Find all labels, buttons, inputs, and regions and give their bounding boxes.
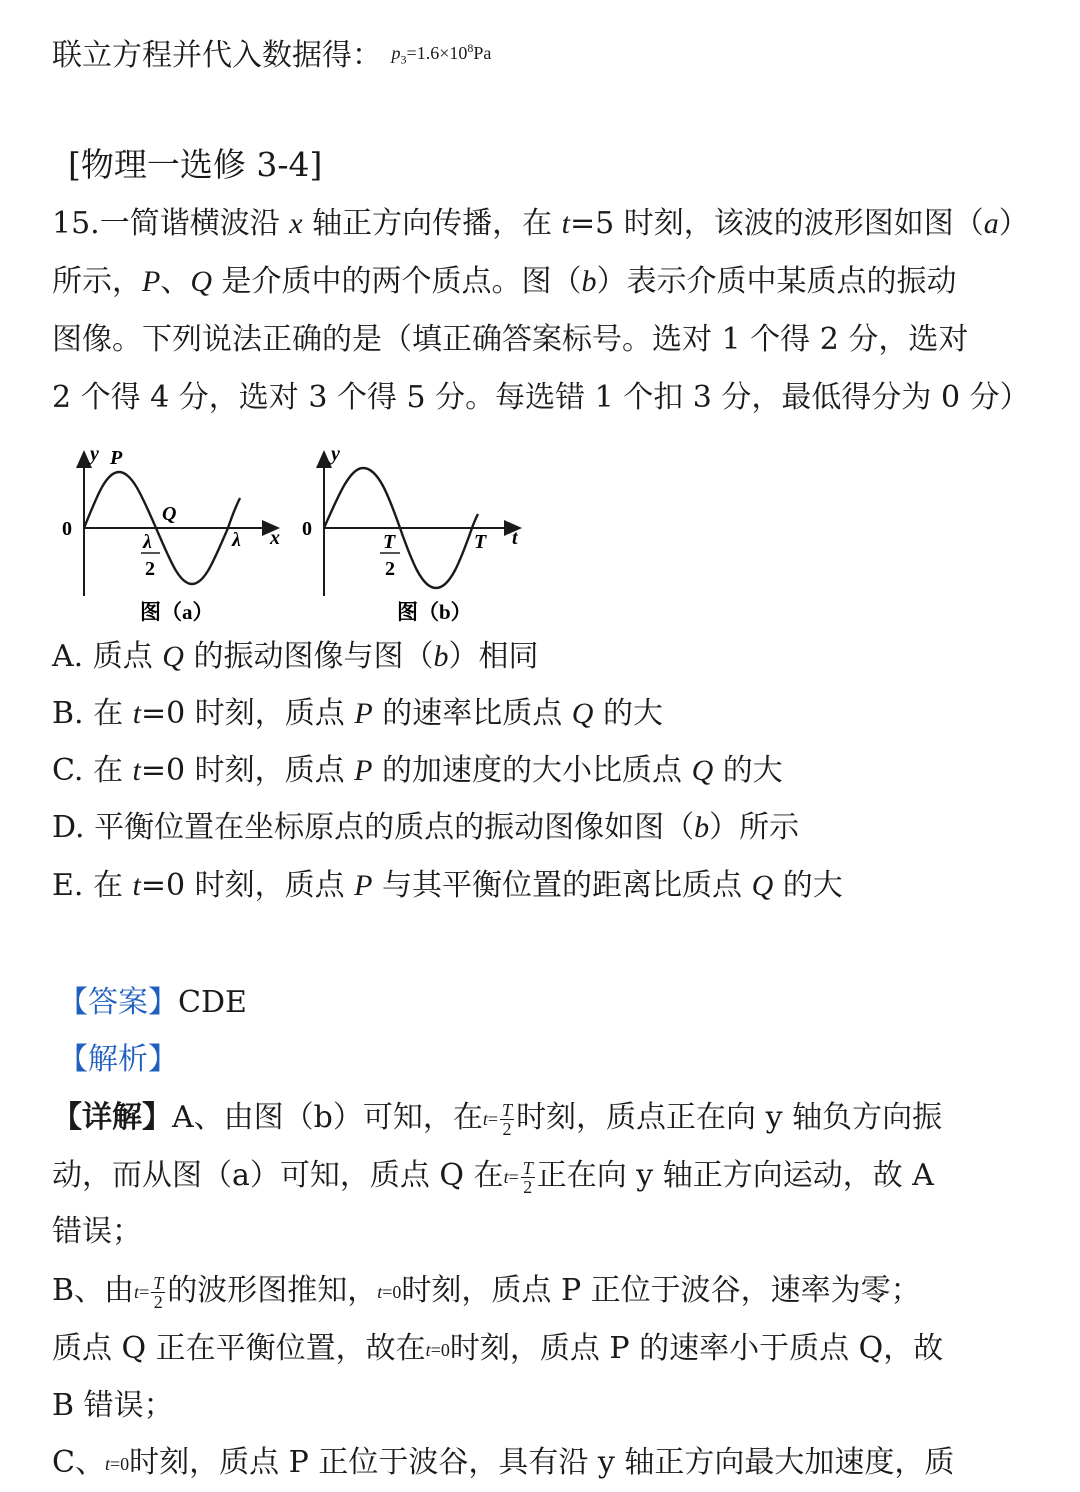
figure-a-y-label: y xyxy=(90,443,99,465)
figure-b-half-num: T xyxy=(383,531,396,553)
figure-a-half-num: λ xyxy=(143,531,152,553)
option-c: C. 在 t=0 时刻，质点 P 的加速度的大小比质点 Q 的大 xyxy=(52,753,783,788)
option-d: D. 平衡位置在坐标原点的质点的振动图像如图（b）所示 xyxy=(52,810,800,845)
figure-a xyxy=(62,443,280,624)
detail-line-2: 动，而从图（a）可知，质点 Q 在t= $\frac{T}{2}$ 正在向 y 轴正方向运动，故 A xyxy=(52,1157,934,1197)
analysis-line xyxy=(58,1040,178,1080)
top-formula-prefix: 联立方程并代入数据得： xyxy=(52,38,382,73)
section-title: [物理一选修 3-4] xyxy=(68,145,323,184)
question-line-2: 所示，P、Q 是介质中的两个质点。图（b）表示介质中某质点的振动 xyxy=(52,264,957,299)
top-formula-line xyxy=(52,28,491,80)
question-line-4: 2 个得 4 分，选对 3 个得 5 分。每选错 1 个扣 3 分，最低得分为 0 分） xyxy=(52,380,1030,415)
option-a: A. 质点 Q 的振动图像与图（b）相同 xyxy=(52,639,539,674)
fraction-t-over-2: $\frac{T}{2}$ xyxy=(153,1272,164,1312)
figure-a-half-den: 2 xyxy=(145,558,155,580)
detail-line-1: 【详解】A、由图（b）可知，在t= $\frac{T}{2}$ 时刻，质点正在向 y 轴负方向振 xyxy=(52,1099,943,1139)
detail-line-5: 质点 Q 正在平衡位置，故在t=0时刻，质点 P 的速率小于质点 Q，故 xyxy=(52,1331,944,1366)
figure-b-origin: 0 xyxy=(302,518,312,540)
figure-a-caption: 图（a） xyxy=(140,600,214,624)
figure-a-origin: 0 xyxy=(62,518,72,540)
wave-figures xyxy=(50,438,550,633)
figure-b-y-label: y xyxy=(331,443,340,465)
detail-line-4: B、由t= $\frac{T}{2}$ 的波形图推知，t=0时刻，质点 P 正位于波谷，速率为零； xyxy=(52,1272,921,1312)
figure-a-p-label: P xyxy=(110,447,123,469)
option-b: B. 在 t=0 时刻，质点 P 的速率比质点 Q 的大 xyxy=(52,696,663,731)
detail-label: 【详解】 xyxy=(52,1100,172,1135)
detail-line-7: C、t=0时刻，质点 P 正位于波谷，具有沿 y 轴正方向最大加速度，质 xyxy=(52,1445,955,1480)
figure-a-lambda: λ xyxy=(232,529,241,551)
detail-line-3: 错误； xyxy=(52,1214,142,1249)
figure-b xyxy=(302,443,520,624)
figure-b-caption: 图（b） xyxy=(397,600,472,624)
fraction-t-over-2: $\frac{T}{2}$ xyxy=(522,1157,533,1197)
figure-b-half-den: 2 xyxy=(385,558,395,580)
answer-value: CDE xyxy=(178,985,247,1020)
figure-b-t-label: t xyxy=(512,527,518,549)
option-e: E. 在 t=0 时刻，质点 P 与其平衡位置的距离比质点 Q 的大 xyxy=(52,868,843,903)
pressure-formula: p3=1.6×108Pa xyxy=(391,41,492,67)
fraction-t-over-2: $\frac{T}{2}$ xyxy=(502,1099,513,1139)
analysis-label: 【解析】 xyxy=(58,1042,178,1077)
figure-a-q-label: Q xyxy=(162,503,177,525)
question-line-3: 图像。下列说法正确的是（填正确答案标号。选对 1 个得 2 分，选对 xyxy=(52,322,969,357)
question-line-1: 15.一简谐横波沿 x 轴正方向传播，在 t=5 时刻，该波的波形图如图（a） xyxy=(52,206,1029,241)
figure-a-x-label: x xyxy=(270,527,280,549)
detail-line-6: B 错误； xyxy=(52,1388,174,1423)
figure-b-period: T xyxy=(474,531,487,553)
answer-line xyxy=(58,983,247,1023)
answer-label: 【答案】 xyxy=(58,985,178,1020)
